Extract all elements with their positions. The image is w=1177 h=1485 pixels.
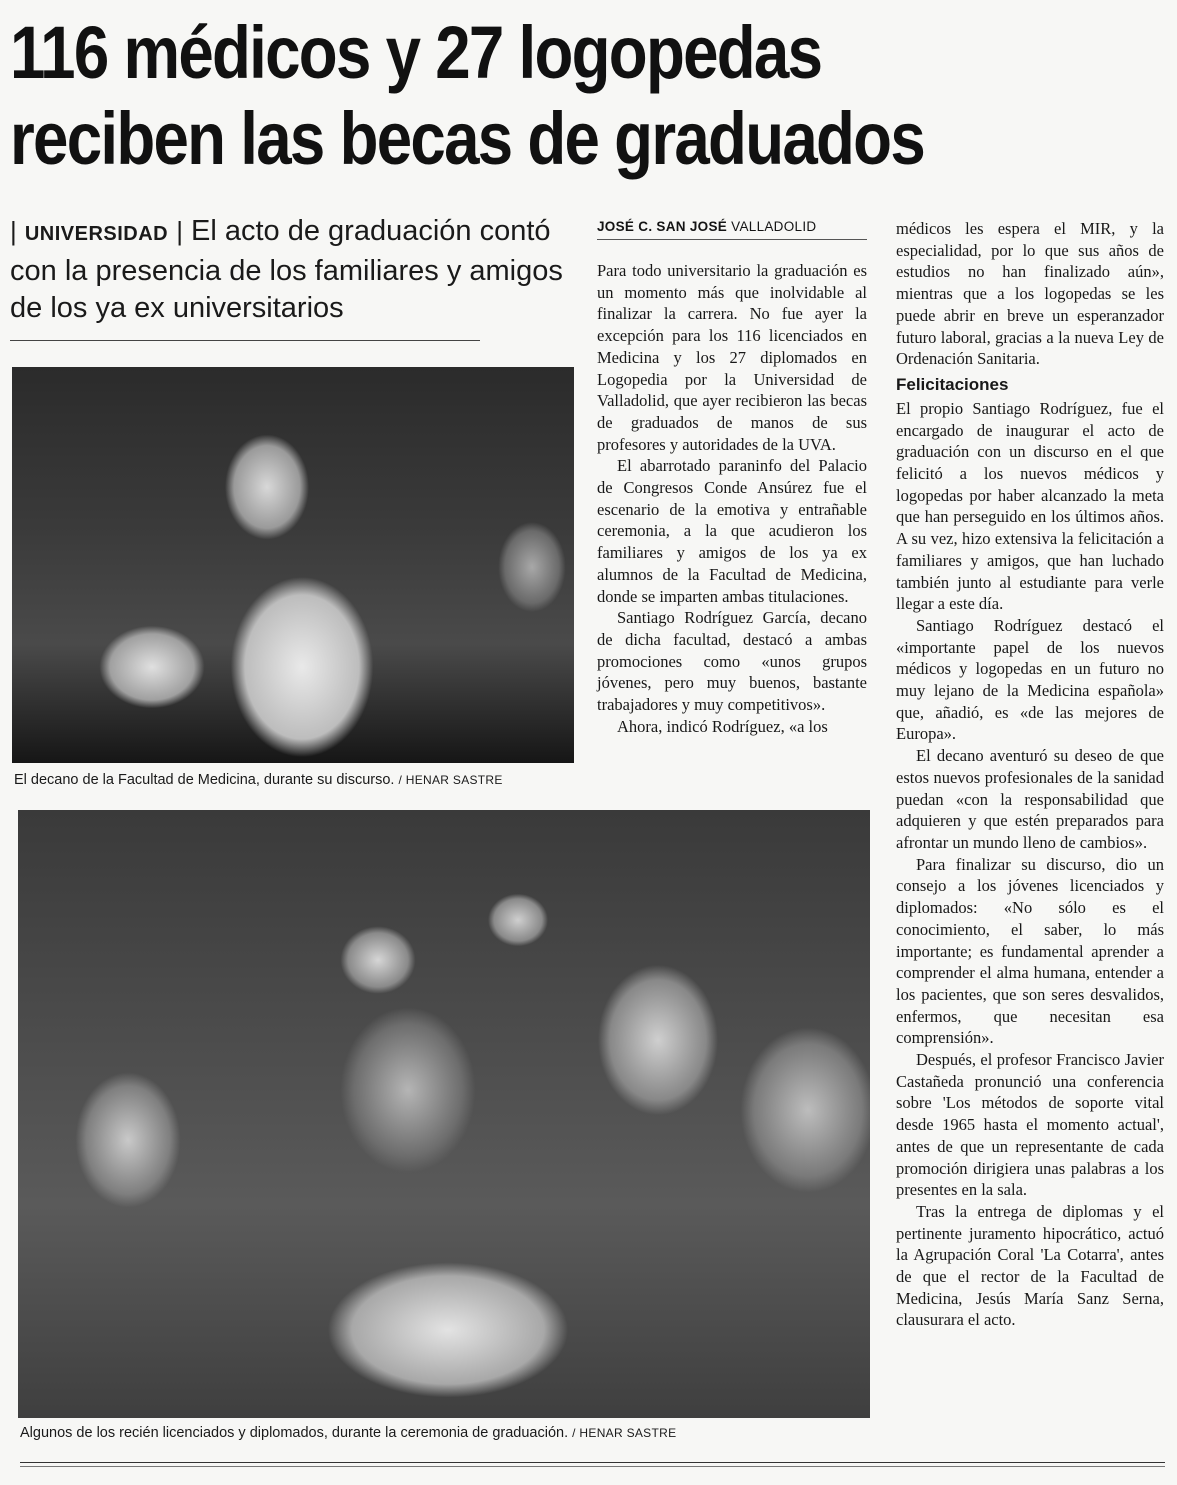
article-paragraph: Ahora, indicó Rodríguez, «a los (617, 716, 828, 736)
article-paragraph: Santiago Rodríguez destacó el «importante papel de los nuevos médicos y logopedas en un futuro no muy lejano de la Medicina española» que, añadió, es «de las mejores de Europa». (896, 615, 1164, 744)
article-paragraph: Tras la entrega de diplomas y el pertinente juramento hipocrático, actuó la Agrupación Coral 'La Cotarra', antes de que el rector de la Facultad de Medicina, Jesús María Sanz Serna, clausurara el acto. (896, 1201, 1164, 1330)
article-paragraph: Para todo universitario la graduación es un momento más que inolvidable al finalizar la carrera. No fue ayer la excepción para los 116 licenciados en Medicina y los 27 diplomados en Logopedia por la Universidad de Valladolid, que ayer recibieron las becas de graduados de manos de sus profesores y autoridades de la UVA. (597, 261, 867, 454)
article-paragraph: El decano aventuró su deseo de que estos nuevos profesionales de la sanidad puedan «con la responsabilidad que adquieren y que estén preparados para afrontar un mundo lleno de cambios». (896, 746, 1164, 852)
photo-caption-top (14, 771, 503, 789)
photo-credit: / HENAR SASTRE (572, 1426, 677, 1440)
deck: | UNIVERSIDAD | El acto de graduación contó con la presencia de los familiares y amigos de los ya ex universitarios (10, 215, 563, 324)
caption-text: El decano de la Facultad de Medicina, durante su discurso. (14, 772, 395, 788)
headline-line-2: reciben las becas de graduados (10, 97, 925, 180)
photo-graduates (18, 810, 870, 1418)
byline-city: VALLADOLID (731, 219, 817, 234)
page-bottom-rule (20, 1462, 1165, 1463)
headline-line-1: 116 médicos y 27 logopedas (10, 11, 822, 94)
deck-divider (10, 340, 480, 341)
caption-text: Algunos de los recién licenciados y diplomados, durante la ceremonia de graduación. (20, 1425, 569, 1441)
photo-caption-bottom (20, 1424, 676, 1442)
photo-dean-speech (12, 367, 574, 763)
article-column-1 (597, 260, 867, 737)
article-paragraph: médicos les espera el MIR, y la especialidad, por lo que sus años de estudios no han finalizado aún», mientras que a los logopedas se les puede abrir en breve un esperanzador futuro laboral, gracias a la nueva Ley de Ordenación Sanitaria. (896, 219, 1164, 369)
headline (10, 10, 999, 182)
article-column-2 (896, 218, 1164, 1331)
byline (597, 219, 867, 240)
byline-author: JOSÉ C. SAN JOSÉ (597, 219, 728, 234)
article-paragraph: Santiago Rodríguez García, decano de dicha facultad, destacó a ambas promociones como «unos grupos jóvenes, pero muy buenos, bastante trabajadores y muy competitivos». (597, 608, 867, 715)
article-paragraph: Después, el profesor Francisco Javier Castañeda pronunció una conferencia sobre 'Los métodos de soporte vital desde 1965 hasta el momento actual', antes de que un representante de cada promoción dirigiera unas palabras a los presentes en la sala. (896, 1050, 1164, 1200)
article-paragraph: Para finalizar su discurso, dio un consejo a los jóvenes licenciados y diplomados: «No sólo es el conocimiento, el saber, lo más importante; es fundamental aprender a comprender el alma humana, entender a los pacientes, que son seres desvalidos, enfermos, que necesitan esa comprensión». (896, 854, 1164, 1048)
page-bottom-rule (20, 1466, 1165, 1467)
article-paragraph: El abarrotado paraninfo del Palacio de Congresos Conde Ansúrez fue el escenario de la emotiva y entrañable ceremonia, a la que acudieron los familiares y amigos de los ya ex alumnos de la Facultad de Medicina, donde se imparten ambas titulaciones. (597, 456, 867, 606)
section-label: UNIVERSIDAD (24, 223, 169, 245)
article-paragraph: El propio Santiago Rodríguez, fue el encargado de inaugurar el acto de graduación con un discurso en el que felicitó a los nuevos médicos y logopedas por haber alcanzado la meta que han perseguido en los últimos años. A su vez, hizo extensiva la felicitación a familiares y amigos, que han luchado también junto al estudiante para verle llegar a este día. (896, 398, 1164, 614)
subhead: Felicitaciones (896, 374, 1009, 394)
photo-credit: / HENAR SASTRE (398, 773, 503, 787)
deck-text: El acto de graduación contó con la presencia de los familiares y amigos de los ya ex universitarios (10, 215, 563, 324)
